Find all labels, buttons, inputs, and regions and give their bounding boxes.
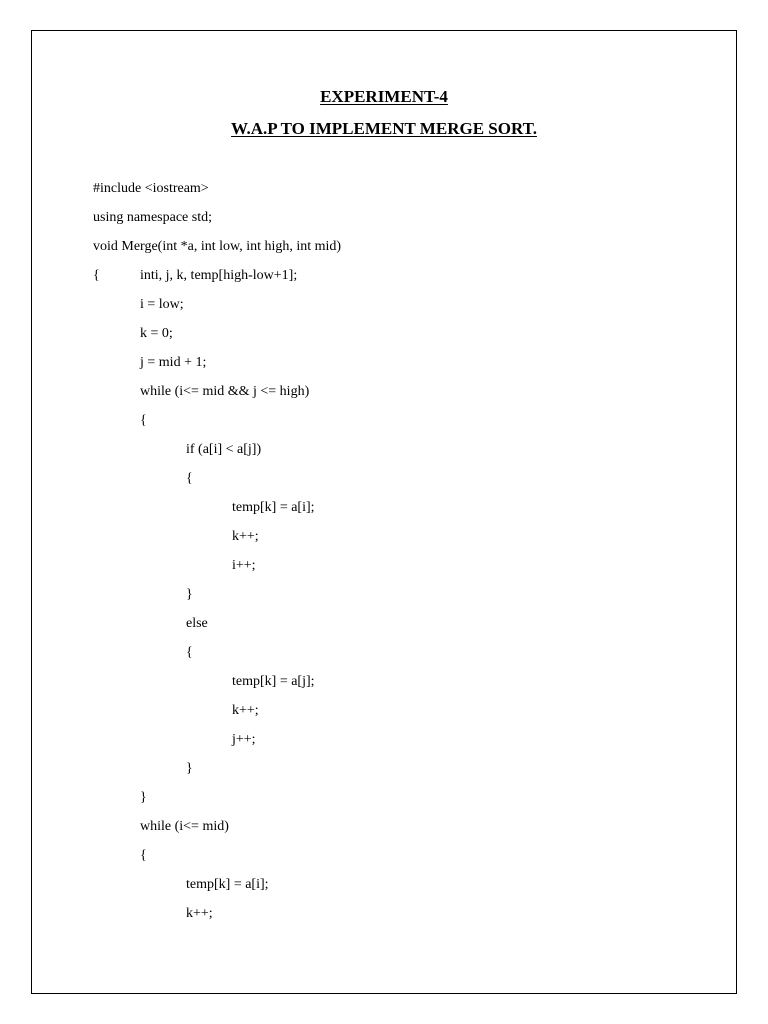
code-line: void Merge(int *a, int low, int high, int mid) — [93, 239, 342, 254]
code-brace: { — [93, 268, 100, 283]
code-line: if (a[i] < a[j]) — [186, 442, 262, 457]
page-border — [31, 30, 737, 994]
code-line: j++; — [232, 732, 256, 747]
code-line: } — [140, 790, 147, 805]
code-line: k = 0; — [140, 326, 173, 341]
code-line: temp[k] = a[i]; — [186, 877, 269, 892]
experiment-title: EXPERIMENT-4 — [320, 87, 448, 106]
code-line: j = mid + 1; — [140, 355, 207, 370]
code-line: k++; — [232, 529, 259, 544]
code-line: { — [140, 413, 147, 428]
code-line: { — [186, 645, 193, 660]
code-line: i = low; — [140, 297, 184, 312]
code-line: { — [186, 471, 193, 486]
code-line: { — [140, 848, 147, 863]
code-line: temp[k] = a[j]; — [232, 674, 315, 689]
code-line: while (i<= mid) — [140, 819, 229, 834]
code-line: k++; — [186, 906, 213, 921]
code-line: #include <iostream> — [93, 181, 209, 196]
code-line: } — [186, 587, 193, 602]
code-line: inti, j, k, temp[high-low+1]; — [140, 268, 298, 283]
code-line: k++; — [232, 703, 259, 718]
code-line: } — [186, 761, 193, 776]
code-line: else — [186, 616, 208, 631]
experiment-subtitle: W.A.P TO IMPLEMENT MERGE SORT. — [231, 119, 537, 138]
code-line: i++; — [232, 558, 256, 573]
code-line: while (i<= mid && j <= high) — [140, 384, 310, 399]
code-line: using namespace std; — [93, 210, 212, 225]
code-line: temp[k] = a[i]; — [232, 500, 315, 515]
